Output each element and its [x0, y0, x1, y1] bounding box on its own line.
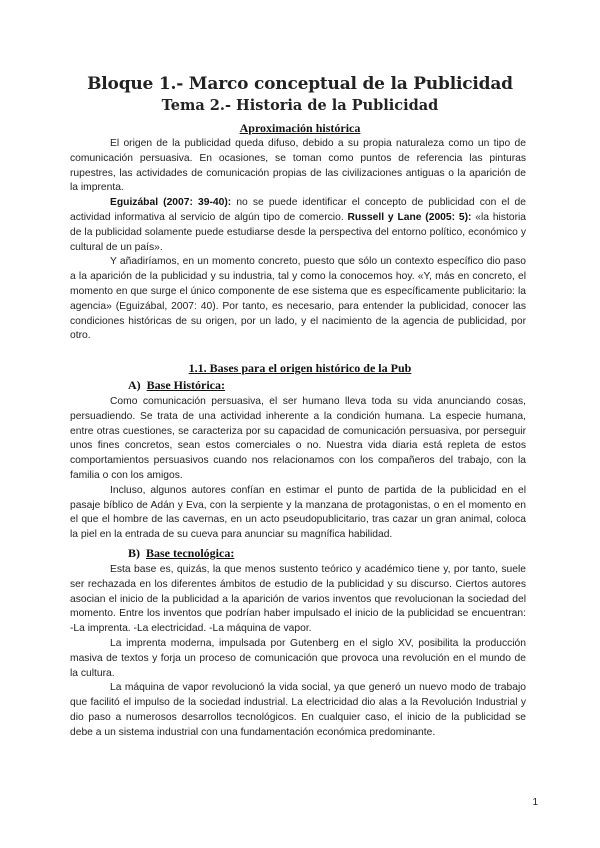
citation: Eguizábal (2007: 39-40):	[110, 197, 232, 209]
paragraph: La máquina de vapor revolucionó la vida social, ya que generó un nuevo modo de trabajo que facilitó el impulso de la sociedad industrial. La electricidad dio alas a la Revolución Industrial y dio paso a numerosos desarrollos tecnológicos. En cualquier caso, el inicio de la publicidad se debe a un sistema industrial con una fundamentación económica predominante.	[70, 682, 526, 738]
paragraph: La imprenta moderna, impulsada por Gutenberg en el siglo XV, posibilita la producción masiva de textos y forja un proceso de comunicación que provoca una revolución en el mundo de la cultura.	[70, 637, 526, 679]
paragraph: Esta base es, quizás, la que menos sustento teórico y académico tiene y, por tanto, suele ser rechazada en los diferentes ámbitos de estudio de la publicidad y su discurso. Ciertos autores asocian el inicio de la publicidad a la aparición de varios inventos que revolucionan la sociedad del momento. Entre los inventos que podrían haber impulsado el inicio de la publicidad se encuentran: -La imprenta. -La electricidad. -La máquina de vapor.	[70, 564, 526, 635]
section-heading: Aproximación histórica	[239, 121, 361, 135]
base-historica-heading: A) Base Histórica:	[128, 378, 225, 392]
paragraph: Como comunicación persuasiva, el ser humano lleva toda su vida anunciando cosas, persuadiendo. Se trata de una actividad inherente a la condición humana. La especie humana, entre otras cuestiones, se caracteriza por su capacidad de comunicación persuasiva, por perseguir unos fines concretos, sean estos comerciales o no. Nuestra vida diaria está repleta de estos comportamientos persuasivos cuando nos relacionamos con los compañeros del trabajo, con la familia o con los amigos.	[70, 396, 526, 481]
document-subtitle: Tema 2.- Historia de la Publicidad	[161, 97, 439, 114]
citation: Russell y Lane (2005: 5):	[347, 211, 472, 223]
base-tecnologica-heading: B) Base tecnológica:	[128, 546, 235, 560]
page-number: 1	[532, 797, 538, 808]
base-tecnologica-text	[70, 563, 526, 741]
document-title: Bloque 1.- Marco conceptual de la Publicidad	[87, 74, 513, 94]
subsection-heading: 1.1. Bases para el origen histórico de la Pub	[188, 361, 412, 375]
base-historica-text	[70, 395, 526, 543]
paragraph: El origen de la publicidad queda difuso, debido a su propia naturaleza como un tipo de comunicación persuasiva. En ocasiones, se toman como puntos de referencia las pinturas rupestres, las actividades de comunicación propias de las civilizaciones antiguas o la aparición de la imprenta.	[70, 138, 526, 194]
paragraph: Incluso, algunos autores confían en estimar el punto de partida de la publicidad en el pasaje bíblico de Adán y Eva, con la serpiente y la manzana de protagonistas, o en el momento en el que el hombre de las cavernas, en un acto pseudopublicitario, tras cazar un gran animal, coloca la piel en la entrada de su cueva para anunciar su magnífica habilidad.	[70, 484, 526, 541]
paragraph: Y añadiríamos, en un momento concreto, puesto que sólo un contexto específico dio paso a la aparición de la publicidad y su industria, tal y como la conocemos hoy. «Y, más en concreto, el momento en que surge el único componente de ese sistema que es específicamente publicitario: la agencia» (Eguizábal, 2007: 40). Por tanto, es necesario, para entender la publicidad, conocer las condiciones históricas de su origen, por un lado, y el nacimiento de la agencia de publicidad, por otro.	[70, 256, 526, 342]
paragraph: Eguizábal (2007: 39-40): no se puede identificar el concepto de publicidad con el de actividad informativa al servicio de algún tipo de comercio. Russell y Lane (2005: 5): «la historia de la publicidad solamente puede estudiarse desde la perspectiva del entorno político, económico y cultural de un país».	[70, 197, 527, 253]
intro-text	[70, 137, 526, 344]
